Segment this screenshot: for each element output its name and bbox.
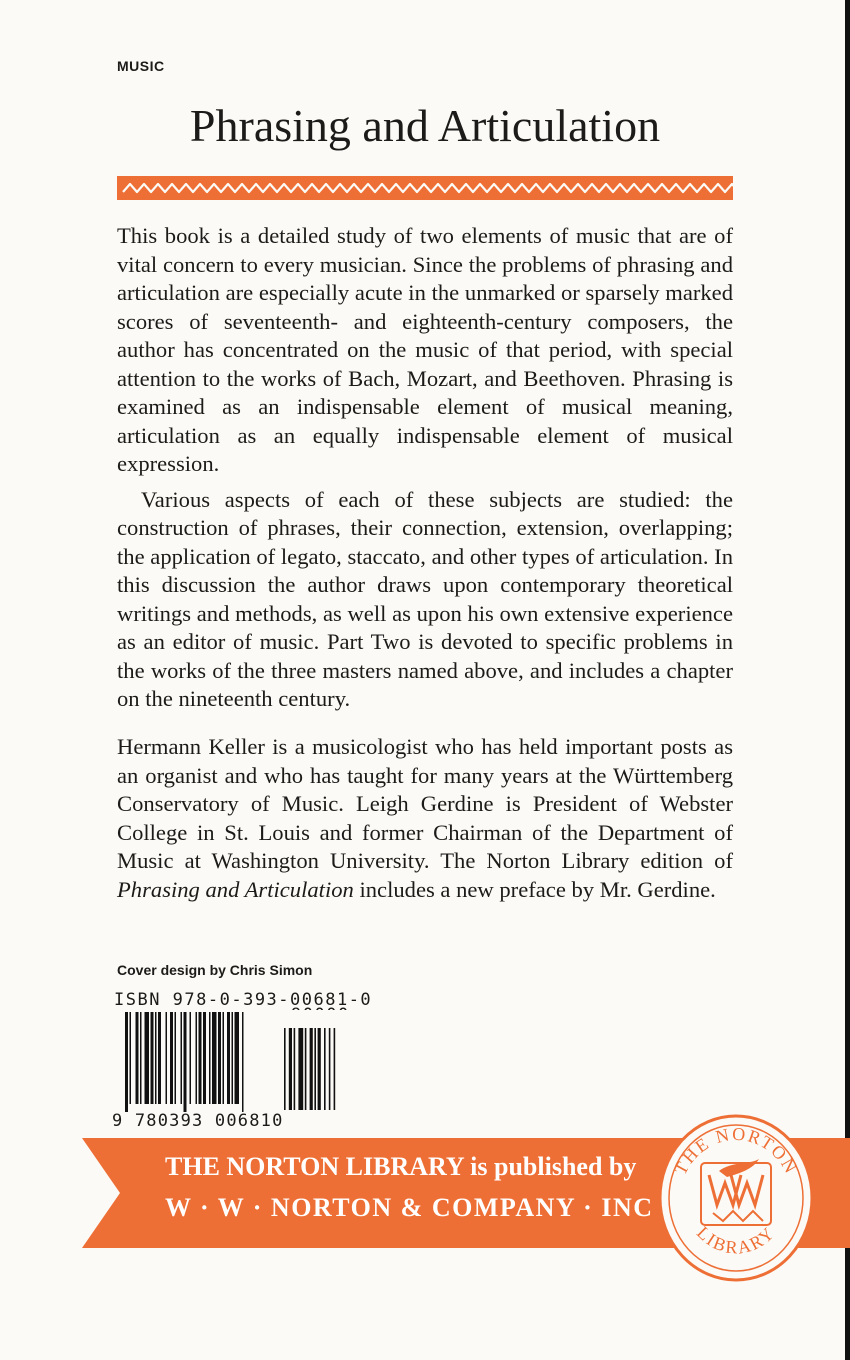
barcode-bar — [175, 1012, 177, 1104]
author-bio — [117, 733, 733, 904]
barcode-bar — [223, 1012, 225, 1104]
barcode-addon-bar — [314, 1028, 316, 1110]
bio-book-title: Phrasing and Articulation — [117, 876, 354, 902]
barcode-bar — [212, 1012, 217, 1104]
barcode-bar — [209, 1012, 211, 1104]
barcode-addon-bar — [305, 1028, 307, 1110]
barcode-addon-bar — [324, 1028, 326, 1110]
barcode-addon-bar — [318, 1028, 321, 1110]
isbn-label: ISBN 978-0-393-00681-0 — [114, 990, 373, 1010]
decorative-zigzag-border — [117, 176, 733, 200]
barcode-bar — [140, 1012, 142, 1104]
seal-top-text: THE NORTON — [670, 1123, 802, 1178]
book-description — [117, 222, 733, 714]
barcode-bar — [190, 1012, 192, 1104]
description-paragraph-2: Various aspects of each of these subjects are studied: the construction of phrases, their connection, extension, overlapping; the application of legato, staccato, and other types of articulation. In this discussion the author draws upon contemporary theoretical writings and methods, as well as upon his own extensive experience as an editor of music. Part Two is devoted to specific problems in the works of the three masters named above, and includes a chapter on the nineteenth century. — [117, 486, 733, 711]
barcode-bar — [166, 1012, 168, 1104]
description-paragraph-1: This book is a detailed study of two elements of music that are of vital concern to every musician. Since the problems of phrasing and articulation are especially acute in the unmarked or sparsely marked scores of seventeenth- and eighteenth-century composers, the author has concentrated on the music of that period, with special attention to the works of Bach, Mozart, and Beethoven. Phrasing is examined as an indispensable element of musical meaning, articulation as an equally indispensable element of musical expression. — [117, 223, 733, 476]
barcode-addon-bar — [298, 1028, 303, 1110]
cover-credit: Cover design by Chris Simon — [117, 962, 313, 978]
barcode-bar — [170, 1012, 173, 1104]
barcode-bar — [151, 1012, 154, 1104]
barcode-addon-bar — [294, 1028, 296, 1110]
barcode-bar — [136, 1012, 139, 1104]
category-label: MUSIC — [117, 58, 165, 74]
banner-line-1: THE NORTON LIBRARY is published by — [165, 1152, 637, 1181]
barcode-addon-bar — [284, 1028, 286, 1110]
bio-text-end: includes a new preface by Mr. Gerdine. — [353, 876, 716, 902]
barcode-bar — [203, 1012, 206, 1104]
seal-bottom-text: LIBRARY — [692, 1222, 780, 1258]
barcode-addon-bar — [329, 1028, 331, 1110]
barcode-bar — [199, 1012, 202, 1104]
barcode-bar — [196, 1012, 198, 1104]
barcode-digits: 9 780393 006810 — [112, 1111, 284, 1131]
barcode-bar — [218, 1012, 221, 1104]
barcode-addon-bar — [289, 1028, 292, 1110]
banner-line-2: W · W · NORTON & COMPANY · INC — [165, 1193, 654, 1222]
barcode-addon-bar — [310, 1028, 313, 1110]
barcode-bar — [227, 1012, 230, 1104]
barcode-addon-bar — [334, 1028, 336, 1110]
barcode-bar — [184, 1012, 187, 1112]
barcode-bar — [130, 1012, 132, 1104]
barcode-bar — [145, 1012, 150, 1104]
barcode-bar — [158, 1012, 161, 1104]
barcode-bar — [235, 1012, 240, 1104]
barcode-bar — [181, 1012, 183, 1104]
bio-text: Hermann Keller is a musicologist who has held important posts as an organist and who has taught for many years at the Württemberg Conservatory of Music. Leigh Gerdine is President of Webster College in St. Louis and former Chairman of the Department of Music at Washington University. The Norton Library edition of — [117, 734, 733, 873]
norton-library-seal — [657, 1113, 815, 1283]
barcode-bar — [125, 1012, 128, 1112]
barcode-bar — [242, 1012, 244, 1112]
book-title: Phrasing and Articulation — [189, 100, 661, 151]
barcode-bar — [232, 1012, 234, 1104]
barcode-bar — [155, 1012, 157, 1104]
isbn-barcode — [121, 1010, 359, 1122]
